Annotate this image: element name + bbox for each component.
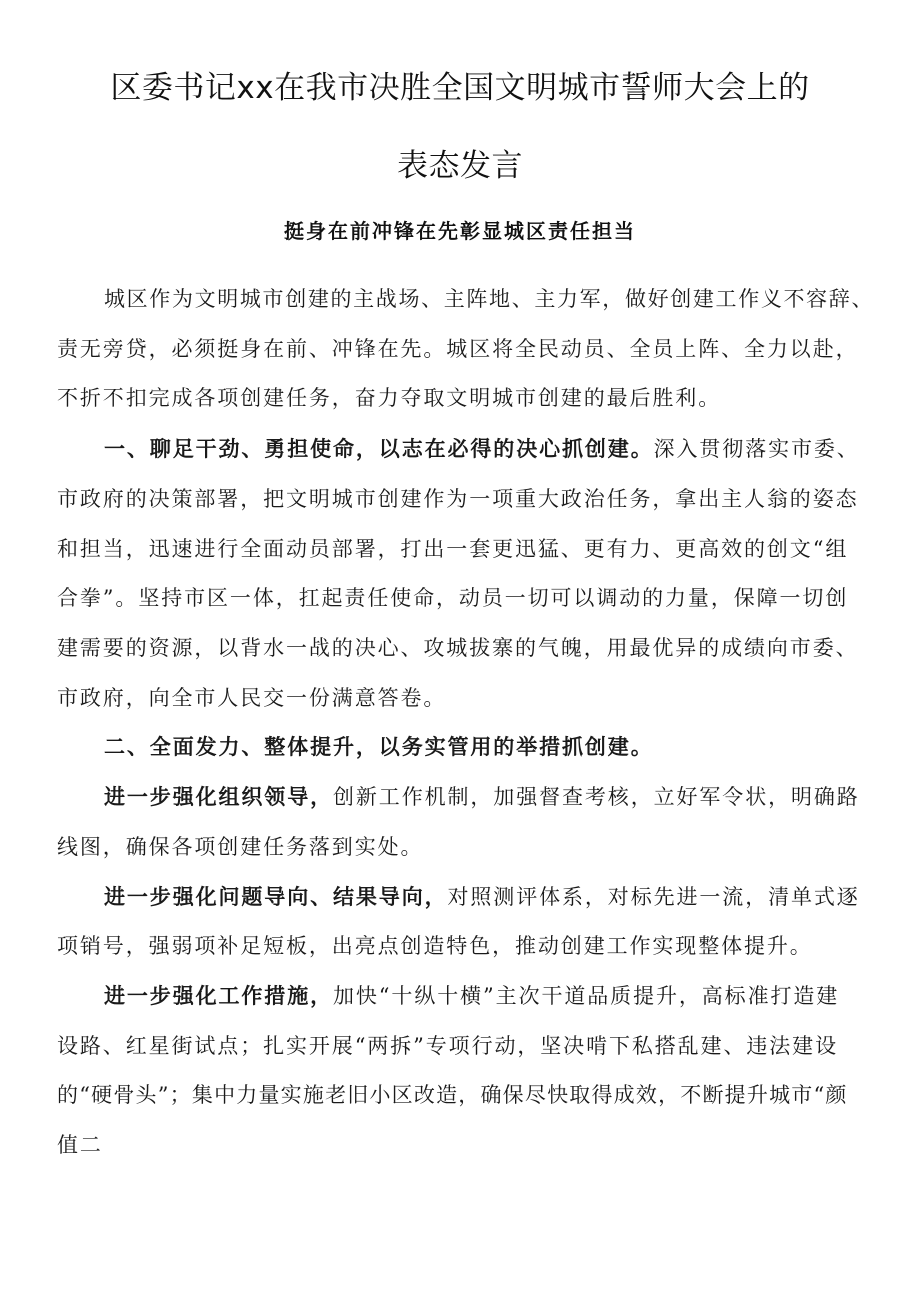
line-text: 市政府的决策部署，把文明城市创建作为一项重大政治任务，拿出主人翁的姿态 [57,487,859,511]
body-line [57,1130,103,1160]
body-line [104,981,839,1011]
line-text: 值二 [57,1133,103,1157]
line-text: 不折不扣完成各项创建任务，奋力夺取文明城市创建的最后胜利。 [57,386,722,410]
body-line [57,583,848,613]
body-line [104,284,874,314]
body-line [57,633,859,663]
body-line [57,683,446,713]
body-line [104,882,860,912]
subtitle: 挺身在前冲锋在先彰显城区责任担当 [284,219,636,243]
line-text: 城区作为文明城市创建的主战场、主阵地、主力军，做好创建工作义不容辞、 [104,287,875,311]
lead-in-bold: 进一步强化组织领导， [104,785,333,809]
title-line-2: 表态发言 [397,148,523,184]
body-line [57,484,859,514]
line-text: 对照测评体系，对标先进一流，清单式逐 [447,885,860,909]
title-line-1: 区委书记xx在我市决胜全国文明城市誓师大会上的 [110,70,810,106]
body-line [57,1080,848,1110]
lead-in-bold: 进一步强化问题导向、结果导向， [104,885,448,909]
line-text: 创新工作机制，加强督查考核，立好军令状，明确路 [333,785,860,809]
line-text: 线图，确保各项创建任务落到实处。 [57,835,424,859]
section-heading-1: 一、聊足干劲、勇担使命，以志在必得的决心抓创建。 [104,437,654,461]
line-text: 设路、红星街试点；扎实开展“两拆”专项行动，坚决啃下私搭乱建、违法建设 [57,1034,838,1058]
line-text: 加快“十纵十横”主次干道品质提升，高标准打造建 [333,984,840,1008]
line-text: 建需要的资源，以背水一战的决心、攻城拔寨的气魄，用最优异的成绩向市委、 [57,636,859,660]
body-line [57,1031,838,1061]
lead-in-bold: 进一步强化工作措施， [104,984,333,1008]
section-heading-line [104,434,860,464]
line-text: 合拳”。坚持市区一体，扛起责任使命，动员一切可以调动的力量，保障一切创 [57,586,849,610]
body-line [57,931,813,961]
section-heading-line [104,732,654,762]
body-line [57,383,721,413]
body-line [57,334,859,364]
line-text: 项销号，强弱项补足短板，出亮点创造特色，推动创建工作实现整体提升。 [57,934,813,958]
line-text: 的“硬骨头”；集中力量实施老旧小区改造，确保尽快取得成效，不断提升城市“颜 [57,1083,848,1107]
line-text: 市政府，向全市人民交一份满意答卷。 [57,686,447,710]
body-line [57,534,848,564]
body-line [57,832,423,862]
line-text: 责无旁贷，必须挺身在前、冲锋在先。城区将全民动员、全员上阵、全力以赴， [57,337,859,361]
line-text: 深入贯彻落实市委、 [653,437,860,461]
section-heading-2: 二、全面发力、整体提升，以务实管用的举措抓创建。 [104,735,654,759]
line-text: 和担当，迅速进行全面动员部署，打出一套更迅猛、更有力、更高效的创文“组 [57,537,849,561]
body-line [104,782,860,812]
